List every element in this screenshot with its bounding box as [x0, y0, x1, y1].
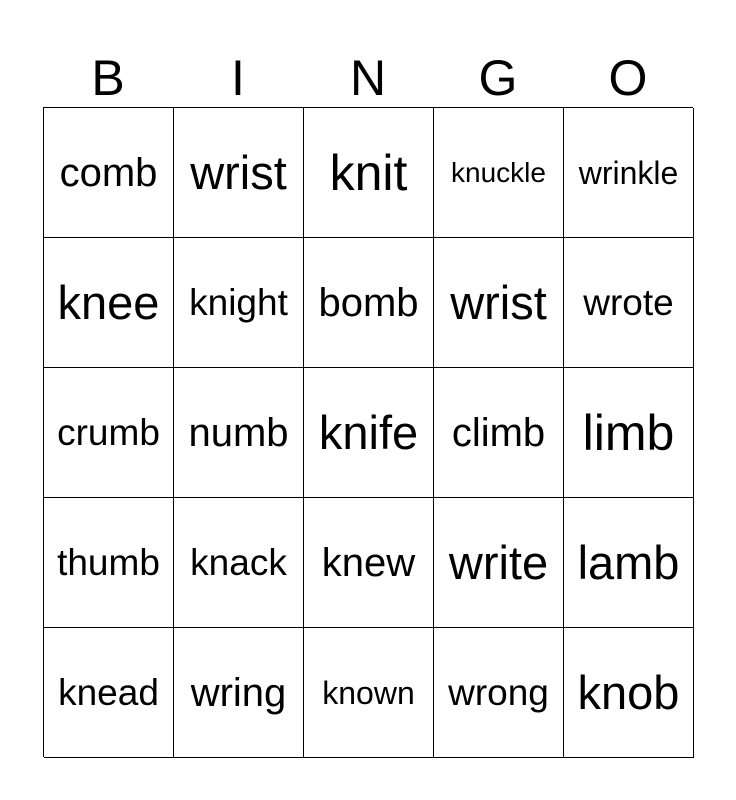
bingo-cell: climb [434, 368, 564, 498]
bingo-cell: knit [304, 108, 434, 238]
bingo-cell: bomb [304, 238, 434, 368]
bingo-cell: wrong [434, 628, 564, 758]
bingo-cell: numb [174, 368, 304, 498]
bingo-board [43, 107, 693, 757]
bingo-cell: known [304, 628, 434, 758]
bingo-cell: knead [44, 628, 174, 758]
bingo-cell: knee [44, 238, 174, 368]
bingo-cell: knob [564, 628, 694, 758]
bingo-header [43, 44, 693, 108]
bingo-cell: write [434, 498, 564, 628]
bingo-cell: thumb [44, 498, 174, 628]
bingo-cell: wrist [174, 108, 304, 238]
bingo-cell: comb [44, 108, 174, 238]
bingo-cell: knack [174, 498, 304, 628]
bingo-cell: knight [174, 238, 304, 368]
header-letter-i: I [231, 50, 245, 106]
bingo-cell: wring [174, 628, 304, 758]
bingo-cell: knuckle [434, 108, 564, 238]
bingo-cell: lamb [564, 498, 694, 628]
header-letter-g: G [478, 50, 518, 106]
bingo-cell: wrinkle [564, 108, 694, 238]
bingo-cell: wrist [434, 238, 564, 368]
bingo-cell: knew [304, 498, 434, 628]
header-letter-b: B [91, 50, 125, 106]
bingo-cell: crumb [44, 368, 174, 498]
bingo-cell: wrote [564, 238, 694, 368]
header-letter-o: O [608, 50, 648, 106]
header-letter-n: N [349, 50, 387, 106]
bingo-cell: limb [564, 368, 694, 498]
bingo-cell: knife [304, 368, 434, 498]
